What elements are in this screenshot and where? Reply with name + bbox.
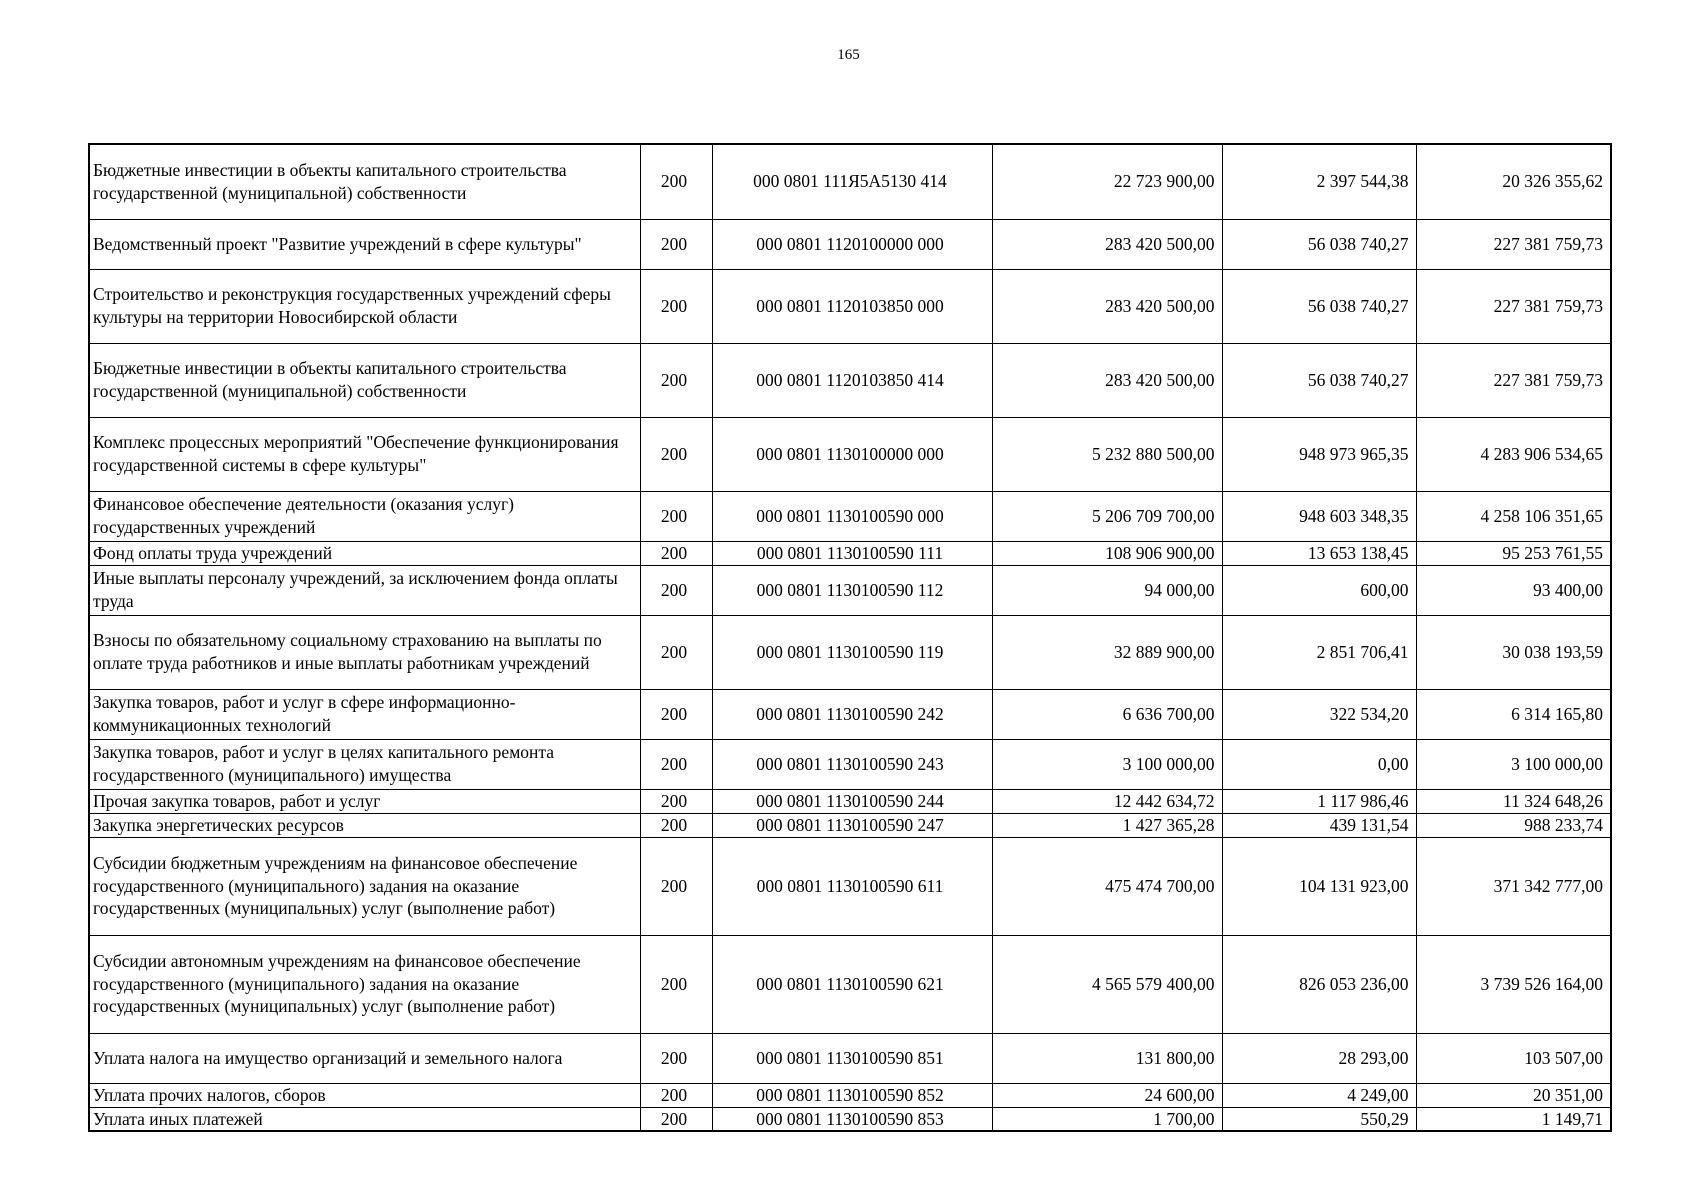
cell-executed: 948 603 348,35 — [1222, 491, 1416, 541]
cell-unexecuted: 4 283 906 534,65 — [1416, 417, 1611, 491]
cell-budget-code: 000 0801 111Я5А5130 414 — [712, 144, 992, 219]
table-row — [89, 689, 1611, 739]
cell-line-code: 200 — [640, 789, 712, 813]
cell-budget-code: 000 0801 1130100590 851 — [712, 1033, 992, 1083]
cell-line-code: 200 — [640, 343, 712, 417]
cell-approved: 94 000,00 — [992, 565, 1222, 615]
cell-unexecuted: 6 314 165,80 — [1416, 689, 1611, 739]
cell-executed: 2 851 706,41 — [1222, 615, 1416, 689]
cell-name: Комплекс процессных мероприятий "Обеспечение функционирования государственной системы в сфере культуры" — [89, 417, 640, 491]
cell-executed: 28 293,00 — [1222, 1033, 1416, 1083]
cell-executed: 948 973 965,35 — [1222, 417, 1416, 491]
cell-executed: 2 397 544,38 — [1222, 144, 1416, 219]
cell-line-code: 200 — [640, 837, 712, 935]
cell-executed: 600,00 — [1222, 565, 1416, 615]
cell-line-code: 200 — [640, 1107, 712, 1131]
cell-budget-code: 000 0801 1130100590 112 — [712, 565, 992, 615]
table-row — [89, 789, 1611, 813]
cell-unexecuted: 30 038 193,59 — [1416, 615, 1611, 689]
cell-approved: 1 700,00 — [992, 1107, 1222, 1131]
cell-line-code: 200 — [640, 813, 712, 837]
cell-unexecuted: 20 351,00 — [1416, 1083, 1611, 1107]
cell-name: Прочая закупка товаров, работ и услуг — [89, 789, 640, 813]
cell-approved: 3 100 000,00 — [992, 739, 1222, 789]
cell-name: Бюджетные инвестиции в объекты капитального строительства государственной (муниципальной) собственности — [89, 343, 640, 417]
cell-line-code: 200 — [640, 219, 712, 269]
cell-unexecuted: 988 233,74 — [1416, 813, 1611, 837]
page-number: 165 — [837, 47, 860, 63]
cell-approved: 32 889 900,00 — [992, 615, 1222, 689]
cell-name: Иные выплаты персоналу учреждений, за исключением фонда оплаты труда — [89, 565, 640, 615]
table-row — [89, 1107, 1611, 1131]
cell-approved: 5 232 880 500,00 — [992, 417, 1222, 491]
cell-unexecuted: 227 381 759,73 — [1416, 269, 1611, 343]
cell-name: Закупка энергетических ресурсов — [89, 813, 640, 837]
cell-unexecuted: 93 400,00 — [1416, 565, 1611, 615]
cell-name: Закупка товаров, работ и услуг в сфере информационно-коммуникационных технологий — [89, 689, 640, 739]
cell-line-code: 200 — [640, 1083, 712, 1107]
cell-line-code: 200 — [640, 565, 712, 615]
table-row — [89, 565, 1611, 615]
cell-line-code: 200 — [640, 417, 712, 491]
cell-executed: 104 131 923,00 — [1222, 837, 1416, 935]
cell-executed: 322 534,20 — [1222, 689, 1416, 739]
cell-name: Строительство и реконструкция государственных учреждений сферы культуры на территории Новосибирской области — [89, 269, 640, 343]
cell-approved: 1 427 365,28 — [992, 813, 1222, 837]
cell-unexecuted: 95 253 761,55 — [1416, 541, 1611, 565]
cell-name: Взносы по обязательному социальному страхованию на выплаты по оплате труда работников и иные выплаты работникам учреждений — [89, 615, 640, 689]
cell-approved: 283 420 500,00 — [992, 269, 1222, 343]
table-row — [89, 837, 1611, 935]
cell-name: Уплата иных платежей — [89, 1107, 640, 1131]
cell-name: Уплата прочих налогов, сборов — [89, 1083, 640, 1107]
cell-line-code: 200 — [640, 689, 712, 739]
table-body — [89, 144, 1611, 1131]
cell-executed: 550,29 — [1222, 1107, 1416, 1131]
cell-executed: 56 038 740,27 — [1222, 343, 1416, 417]
cell-unexecuted: 4 258 106 351,65 — [1416, 491, 1611, 541]
cell-budget-code: 000 0801 1130100590 853 — [712, 1107, 992, 1131]
cell-name: Субсидии бюджетным учреждениям на финансовое обеспечение государственного (муниципального) задания на оказание государственных (муниципальных) услуг (выполнение работ) — [89, 837, 640, 935]
cell-name: Уплата налога на имущество организаций и земельного налога — [89, 1033, 640, 1083]
cell-budget-code: 000 0801 1130100590 119 — [712, 615, 992, 689]
table-row — [89, 739, 1611, 789]
cell-executed: 56 038 740,27 — [1222, 269, 1416, 343]
cell-unexecuted: 3 100 000,00 — [1416, 739, 1611, 789]
cell-unexecuted: 103 507,00 — [1416, 1033, 1611, 1083]
cell-line-code: 200 — [640, 269, 712, 343]
table-row — [89, 1033, 1611, 1083]
cell-unexecuted: 20 326 355,62 — [1416, 144, 1611, 219]
table-row — [89, 219, 1611, 269]
cell-budget-code: 000 0801 1130100590 611 — [712, 837, 992, 935]
cell-line-code: 200 — [640, 739, 712, 789]
cell-approved: 283 420 500,00 — [992, 343, 1222, 417]
cell-line-code: 200 — [640, 541, 712, 565]
table-row — [89, 615, 1611, 689]
cell-budget-code: 000 0801 1120103850 000 — [712, 269, 992, 343]
cell-approved: 475 474 700,00 — [992, 837, 1222, 935]
cell-budget-code: 000 0801 1130100590 852 — [712, 1083, 992, 1107]
table-row — [89, 1083, 1611, 1107]
cell-executed: 439 131,54 — [1222, 813, 1416, 837]
cell-budget-code: 000 0801 1130100590 111 — [712, 541, 992, 565]
table-row — [89, 813, 1611, 837]
cell-approved: 108 906 900,00 — [992, 541, 1222, 565]
cell-budget-code: 000 0801 1130100590 621 — [712, 935, 992, 1033]
cell-approved: 131 800,00 — [992, 1033, 1222, 1083]
cell-name: Финансовое обеспечение деятельности (оказания услуг) государственных учреждений — [89, 491, 640, 541]
table-row — [89, 491, 1611, 541]
table-row — [89, 417, 1611, 491]
cell-unexecuted: 3 739 526 164,00 — [1416, 935, 1611, 1033]
cell-approved: 22 723 900,00 — [992, 144, 1222, 219]
cell-budget-code: 000 0801 1130100590 242 — [712, 689, 992, 739]
cell-approved: 6 636 700,00 — [992, 689, 1222, 739]
cell-executed: 4 249,00 — [1222, 1083, 1416, 1107]
cell-approved: 4 565 579 400,00 — [992, 935, 1222, 1033]
cell-name: Закупка товаров, работ и услуг в целях капитального ремонта государственного (муниципального) имущества — [89, 739, 640, 789]
table-row — [89, 935, 1611, 1033]
cell-budget-code: 000 0801 1130100590 000 — [712, 491, 992, 541]
cell-approved: 5 206 709 700,00 — [992, 491, 1222, 541]
cell-name: Фонд оплаты труда учреждений — [89, 541, 640, 565]
cell-name: Ведомственный проект "Развитие учреждений в сфере культуры" — [89, 219, 640, 269]
cell-approved: 12 442 634,72 — [992, 789, 1222, 813]
cell-line-code: 200 — [640, 615, 712, 689]
cell-executed: 13 653 138,45 — [1222, 541, 1416, 565]
cell-line-code: 200 — [640, 144, 712, 219]
cell-executed: 0,00 — [1222, 739, 1416, 789]
table-row — [89, 269, 1611, 343]
cell-budget-code: 000 0801 1120103850 414 — [712, 343, 992, 417]
cell-budget-code: 000 0801 1130100590 247 — [712, 813, 992, 837]
budget-execution-table — [88, 143, 1612, 1132]
cell-approved: 283 420 500,00 — [992, 219, 1222, 269]
cell-unexecuted: 11 324 648,26 — [1416, 789, 1611, 813]
cell-unexecuted: 227 381 759,73 — [1416, 343, 1611, 417]
cell-name: Бюджетные инвестиции в объекты капитального строительства государственной (муниципальной) собственности — [89, 144, 640, 219]
cell-budget-code: 000 0801 1130100590 243 — [712, 739, 992, 789]
cell-unexecuted: 227 381 759,73 — [1416, 219, 1611, 269]
cell-name: Субсидии автономным учреждениям на финансовое обеспечение государственного (муниципального) задания на оказание государственных (муниципальных) услуг (выполнение работ) — [89, 935, 640, 1033]
cell-unexecuted: 371 342 777,00 — [1416, 837, 1611, 935]
cell-executed: 826 053 236,00 — [1222, 935, 1416, 1033]
table-row — [89, 541, 1611, 565]
cell-line-code: 200 — [640, 935, 712, 1033]
cell-budget-code: 000 0801 1130100000 000 — [712, 417, 992, 491]
cell-line-code: 200 — [640, 1033, 712, 1083]
cell-budget-code: 000 0801 1120100000 000 — [712, 219, 992, 269]
cell-executed: 56 038 740,27 — [1222, 219, 1416, 269]
table-row — [89, 144, 1611, 219]
table-row — [89, 343, 1611, 417]
cell-unexecuted: 1 149,71 — [1416, 1107, 1611, 1131]
cell-executed: 1 117 986,46 — [1222, 789, 1416, 813]
cell-line-code: 200 — [640, 491, 712, 541]
cell-budget-code: 000 0801 1130100590 244 — [712, 789, 992, 813]
cell-approved: 24 600,00 — [992, 1083, 1222, 1107]
